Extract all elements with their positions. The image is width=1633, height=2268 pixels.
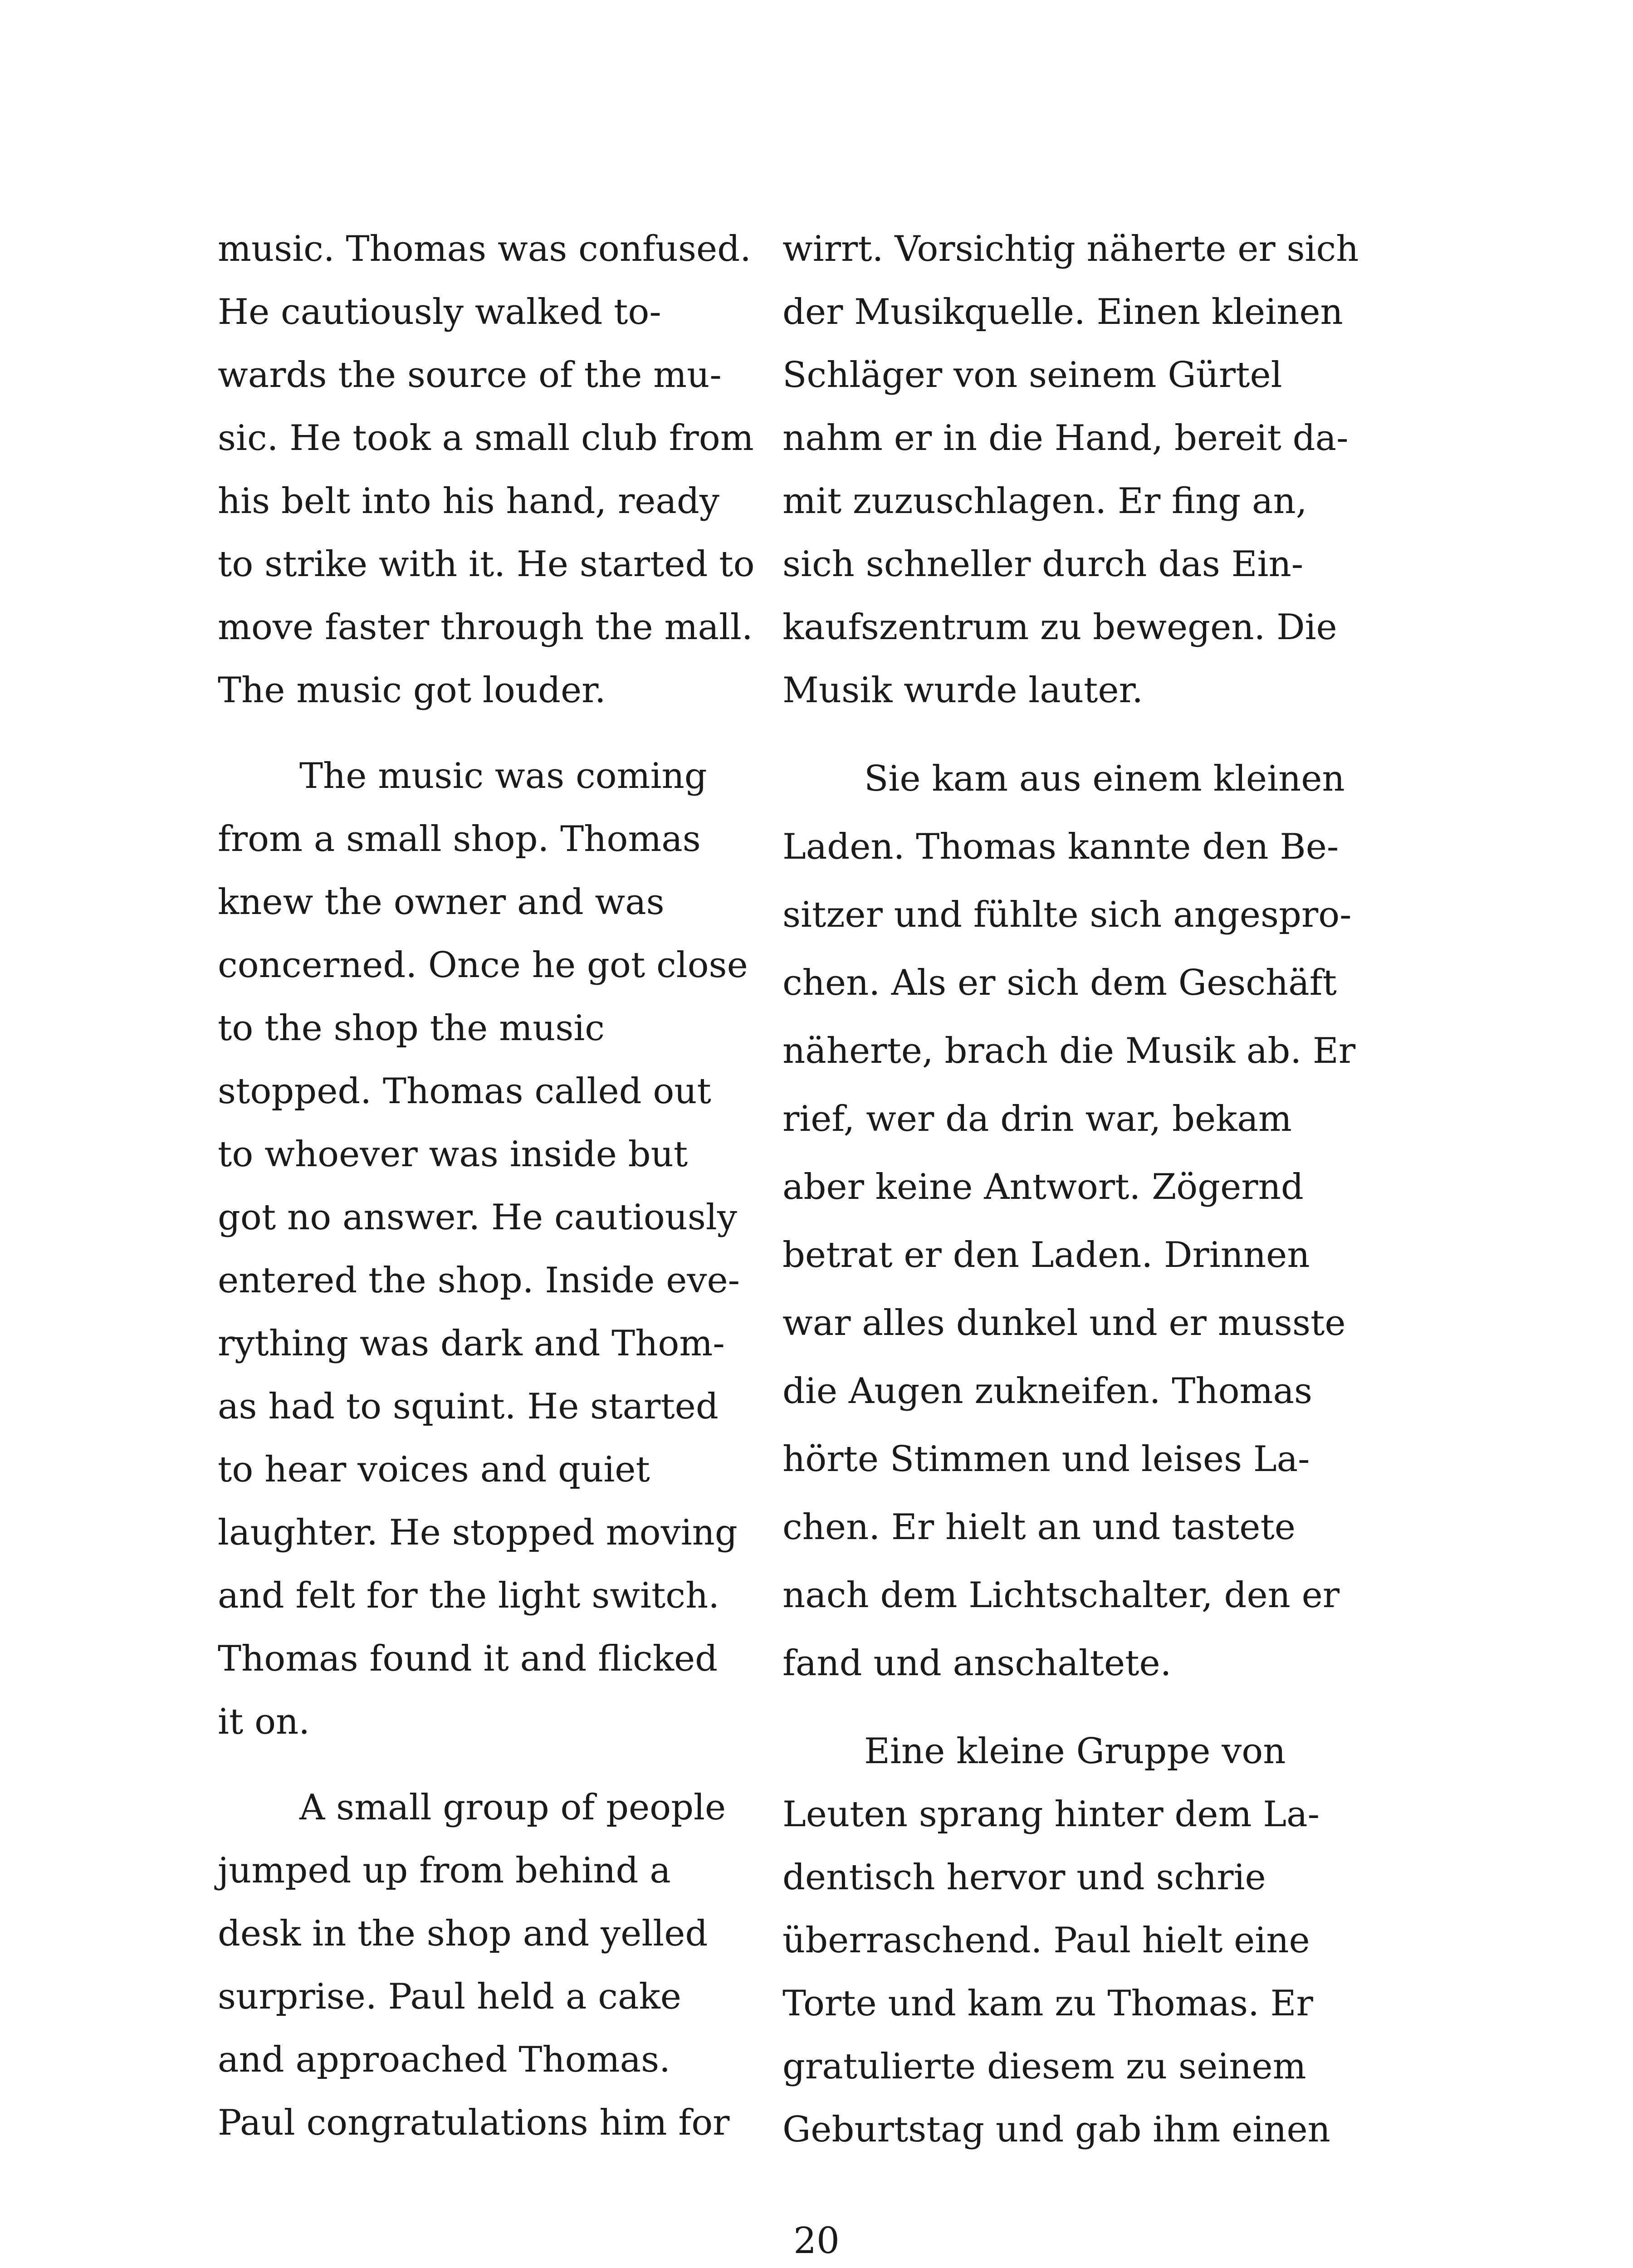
text-line: Schläger von seinem Gürtel (782, 355, 1282, 396)
text-line: concerned. Once he got close (218, 945, 748, 986)
text-line: betrat er den Laden. Drinnen (782, 1235, 1310, 1276)
text-line: mit zuzuschlagen. Er fing an, (782, 481, 1307, 522)
english-column (218, 218, 789, 2155)
text-line: to whoever was inside but (218, 1134, 688, 1175)
text-line: Sie kam aus einem kleinen (864, 758, 1345, 799)
text-line: and approached Thomas. (218, 2039, 670, 2080)
text-line: kaufszentrum zu bewegen. Die (782, 607, 1337, 648)
text-line: nach dem Lichtschalter, den er (782, 1575, 1340, 1616)
german-paragraph (782, 1720, 1354, 2161)
text-line: his belt into his hand, ready (218, 481, 719, 522)
text-line: rything was dark and Thom- (218, 1323, 725, 1364)
text-line: from a small shop. Thomas (218, 819, 701, 860)
text-line: knew the owner and was (218, 882, 665, 923)
text-line: and felt for the light switch. (218, 1575, 720, 1616)
text-line: war alles dunkel und er musste (782, 1303, 1346, 1344)
text-line: it on. (218, 1701, 310, 1742)
text-line: gratulierte diesem zu seinem (782, 2046, 1306, 2087)
text-line: Laden. Thomas kannte den Be- (782, 826, 1339, 867)
english-paragraph (218, 745, 789, 1754)
text-line: überraschend. Paul hielt eine (782, 1920, 1310, 1961)
text-line: move faster through the mall. (218, 607, 753, 648)
text-line: chen. Er hielt an und tastete (782, 1507, 1296, 1548)
text-line: to strike with it. He started to (218, 544, 755, 585)
text-line: desk in the shop and yelled (218, 1913, 708, 1954)
text-line: to the shop the music (218, 1008, 605, 1049)
english-paragraph (218, 1776, 789, 2155)
text-line: Paul congratulations him for (218, 2102, 730, 2143)
text-line: laughter. He stopped moving (218, 1512, 738, 1553)
text-line: rief, wer da drin war, bekam (782, 1099, 1292, 1139)
text-line: jumped up from behind a (218, 1850, 671, 1891)
text-line: Geburtstag und gab ihm einen (782, 2109, 1330, 2150)
text-line: Eine kleine Gruppe von (864, 1731, 1286, 1772)
text-line: nahm er in die Hand, bereit da- (782, 418, 1349, 459)
text-line: The music was coming (299, 756, 707, 797)
text-line: aber keine Antwort. Zögernd (782, 1167, 1304, 1207)
text-line: näherte, brach die Musik ab. Er (782, 1031, 1356, 1071)
text-line: as had to squint. He started (218, 1386, 719, 1427)
german-paragraph (782, 218, 1359, 722)
text-line: die Augen zukneifen. Thomas (782, 1371, 1313, 1412)
text-line: He cautiously walked to- (218, 292, 661, 332)
text-line: dentisch hervor und schrie (782, 1857, 1266, 1898)
text-line: fand und anschaltete. (782, 1643, 1172, 1684)
text-line: A small group of people (299, 1787, 726, 1828)
text-line: Musik wurde lauter. (782, 670, 1144, 711)
text-line: wirrt. Vorsichtig näherte er sich (782, 229, 1359, 269)
text-line: wards the source of the mu- (218, 355, 722, 396)
text-line: got no answer. He cautiously (218, 1197, 737, 1238)
german-paragraph (782, 745, 1354, 1697)
text-line: sitzer und fühlte sich angespro- (782, 894, 1352, 935)
text-line: chen. Als er sich dem Geschäft (782, 963, 1337, 1003)
text-line: music. Thomas was confused. (218, 229, 751, 269)
text-line: sic. He took a small club from (218, 418, 754, 459)
english-paragraph (218, 218, 789, 722)
text-line: The music got louder. (218, 670, 606, 711)
text-line: surprise. Paul held a cake (218, 1976, 681, 2017)
text-line: entered the shop. Inside eve- (218, 1260, 740, 1301)
text-line: Thomas found it and flicked (218, 1638, 718, 1679)
text-line: sich schneller durch das Ein- (782, 544, 1304, 585)
text-line: hörte Stimmen und leises La- (782, 1439, 1310, 1480)
text-line: der Musikquelle. Einen kleinen (782, 292, 1343, 332)
text-line: to hear voices and quiet (218, 1449, 650, 1490)
text-line: Torte und kam zu Thomas. Er (782, 1983, 1313, 2024)
text-line: Leuten sprang hinter dem La- (782, 1794, 1320, 1835)
page-number: 20 (793, 2219, 840, 2262)
text-line: stopped. Thomas called out (218, 1071, 711, 1112)
german-column (782, 218, 1359, 2161)
